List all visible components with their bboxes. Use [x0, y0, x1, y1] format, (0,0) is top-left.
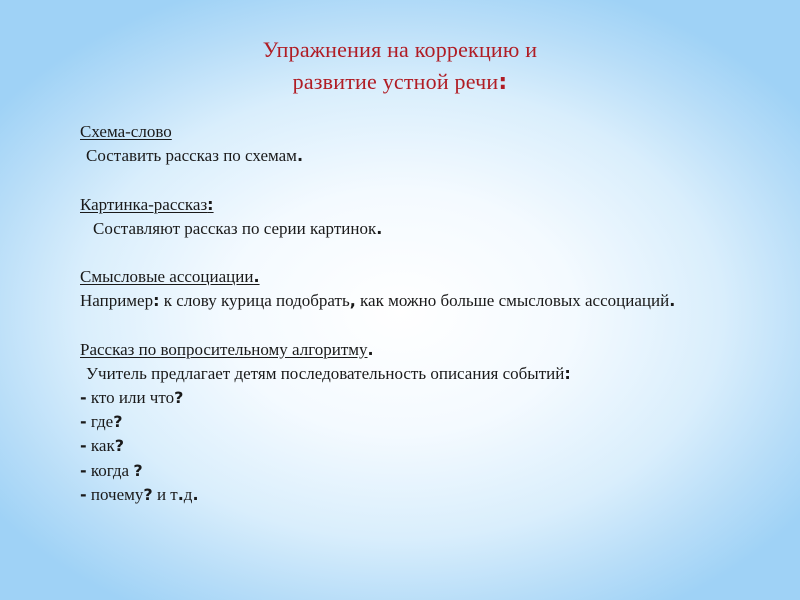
- heading-text: Схема-слово: [80, 122, 172, 141]
- list-item-where: [80, 410, 700, 434]
- title-colon: :: [498, 70, 508, 95]
- text-part: Например: [80, 291, 154, 311]
- list-item-suffix: д: [183, 484, 193, 504]
- slide-title: [0, 34, 800, 99]
- dash-bullet-icon: -: [80, 460, 87, 480]
- list-item-text: где: [86, 412, 114, 432]
- question-mark: ?: [174, 388, 184, 408]
- period: .: [296, 146, 304, 166]
- section-text-semantic-associations: [80, 289, 700, 313]
- spacer: [80, 168, 700, 192]
- question-mark: ?: [113, 412, 123, 432]
- section-text: Составляют рассказ по серии картинок: [93, 218, 377, 238]
- period: .: [376, 218, 383, 238]
- list-item-who-or-what: [80, 386, 700, 410]
- list-item-why: [80, 483, 700, 507]
- text-part: как можно больше смысловых ассоциаций: [355, 291, 670, 311]
- colon: :: [153, 291, 160, 311]
- period: .: [253, 267, 260, 287]
- heading-text: [80, 195, 214, 214]
- section-heading-semantic-associations: [80, 265, 700, 289]
- dash-bullet-icon: -: [80, 412, 87, 432]
- heading-label: Картинка-рассказ: [80, 194, 208, 214]
- list-item-text: кто или что: [86, 388, 175, 408]
- slide-title-line-2-text: развитие устной речи: [292, 69, 499, 94]
- slide-body: [80, 120, 700, 507]
- section-heading-scheme-word: [80, 120, 700, 144]
- list-item-how: [80, 434, 700, 458]
- list-item-text: как: [86, 436, 115, 456]
- heading-label: Смысловые ассоциации: [80, 267, 254, 287]
- period: .: [669, 291, 676, 311]
- slide-title-line-1: Упражнения на коррекцию и: [262, 37, 538, 62]
- list-item-suffix: и т: [152, 484, 178, 504]
- slide-title-line-2: [0, 66, 800, 99]
- dash-bullet-icon: -: [80, 484, 87, 504]
- section-text: Составить рассказ по схемам: [86, 146, 297, 166]
- heading-label: Рассказ по вопросительному алгоритму: [80, 339, 368, 359]
- section-text-scheme-word: [80, 144, 700, 168]
- question-mark: ?: [114, 436, 124, 456]
- comma: ,: [349, 291, 356, 311]
- section-text-picture-story: [80, 217, 700, 241]
- spacer: [80, 314, 700, 338]
- period: .: [367, 339, 374, 359]
- section-text-question-algorithm: [80, 362, 700, 386]
- section-heading-picture-story: [80, 193, 700, 217]
- list-item-text: почему: [86, 484, 144, 504]
- list-item-when: [80, 459, 700, 483]
- heading-text: [80, 267, 260, 286]
- question-mark: ?: [133, 460, 143, 480]
- question-mark: ?: [143, 484, 153, 504]
- colon: :: [207, 194, 214, 214]
- dash-bullet-icon: -: [80, 436, 87, 456]
- text-part: к слову курица подобрать: [159, 291, 350, 311]
- period: .: [192, 484, 199, 504]
- dash-bullet-icon: -: [80, 388, 87, 408]
- section-heading-question-algorithm: [80, 338, 700, 362]
- period: .: [177, 484, 184, 504]
- spacer: [80, 241, 700, 265]
- colon: :: [564, 363, 571, 383]
- list-item-text: когда: [86, 460, 134, 480]
- section-text: Учитель предлагает детям последовательность описания событий: [86, 363, 565, 383]
